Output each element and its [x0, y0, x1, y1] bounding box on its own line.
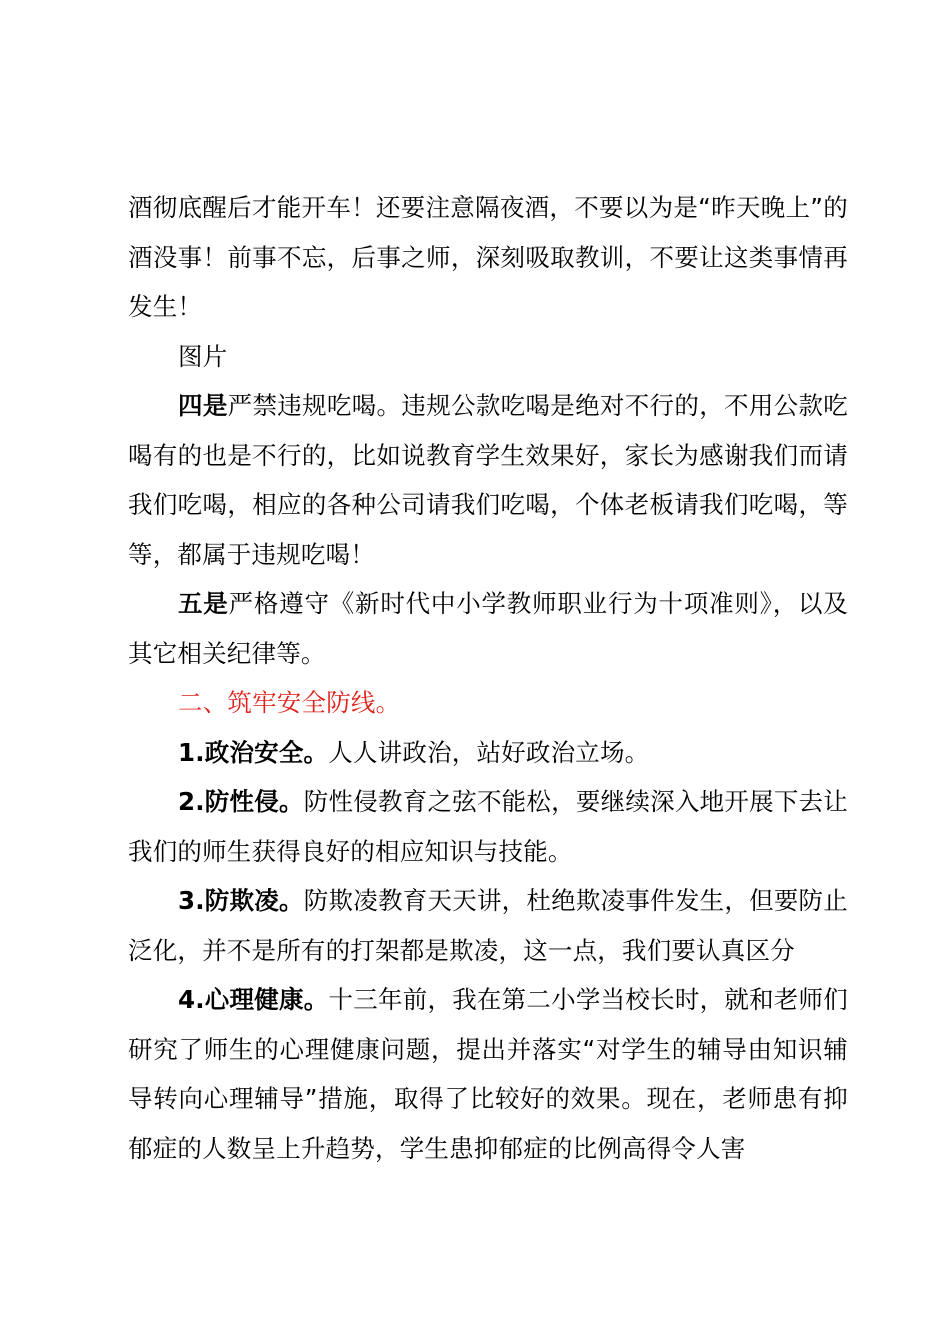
paragraph-point-four: [128, 381, 848, 579]
image-placeholder-caption: [128, 332, 848, 382]
item-text: 人人讲政治，站好政治立场。: [328, 737, 650, 767]
paragraph-text: 严禁违规吃喝。违规公款吃喝是绝对不行的，不用公款吃喝有的也是不行的，比如说教育学生效果好，家长为感谢我们而请我们吃喝，相应的各种公司请我们吃喝，个体老板请我们吃喝，等等，都属于违规吃喝！: [128, 391, 848, 569]
list-item-prevent-sexual-assault: [128, 777, 848, 876]
paragraph-point-five: [128, 579, 848, 678]
paragraph-text: 严格遵守《新时代中小学教师职业行为十项准则》，以及其它相关纪律等。: [128, 589, 849, 668]
item-text: 防欺凌教育天天讲，杜绝欺凌事件发生，但要防止泛化，并不是所有的打架都是欺凌，这一点，我们要认真区分: [128, 886, 848, 965]
item-lead: 3.防欺凌。: [178, 886, 304, 915]
paragraph-lead: 五是: [178, 589, 229, 618]
item-lead: 4.心理健康。: [178, 985, 329, 1014]
paragraph-text: 酒彻底醒后才能开车！还要注意隔夜酒，不要以为是“昨天晚上”的酒没事！前事不忘，后事之师，深刻吸取教训，不要让这类事情再发生！: [128, 193, 848, 321]
list-item-mental-health: [128, 975, 848, 1173]
item-text: 十三年前，我在第二小学当校长时，就和老师们研究了师生的心理健康问题，提出并落实“对学生的辅导由知识辅导转向心理辅导”措施，取得了比较好的效果。现在，老师患有抑郁症的人数呈上升趋势，学生患抑郁症的比例高得令人害: [128, 985, 848, 1163]
item-lead: 1.政治安全。: [178, 737, 329, 767]
item-text: 防性侵教育之弦不能松，要继续深入地开展下去让我们的师生获得良好的相应知识与技能。: [128, 787, 848, 866]
list-item-anti-bullying: [128, 876, 848, 975]
document-body: [128, 183, 848, 1173]
section-heading-text: 二、筑牢安全防线。: [178, 688, 401, 717]
paragraph-lead: 四是: [178, 391, 228, 420]
section-heading-safety: [128, 678, 848, 728]
paragraph-drunk-driving-continued: [128, 183, 848, 332]
caption-text: 图片: [178, 341, 228, 371]
item-lead: 2.防性侵。: [178, 787, 304, 816]
list-item-political-safety: [128, 728, 848, 778]
